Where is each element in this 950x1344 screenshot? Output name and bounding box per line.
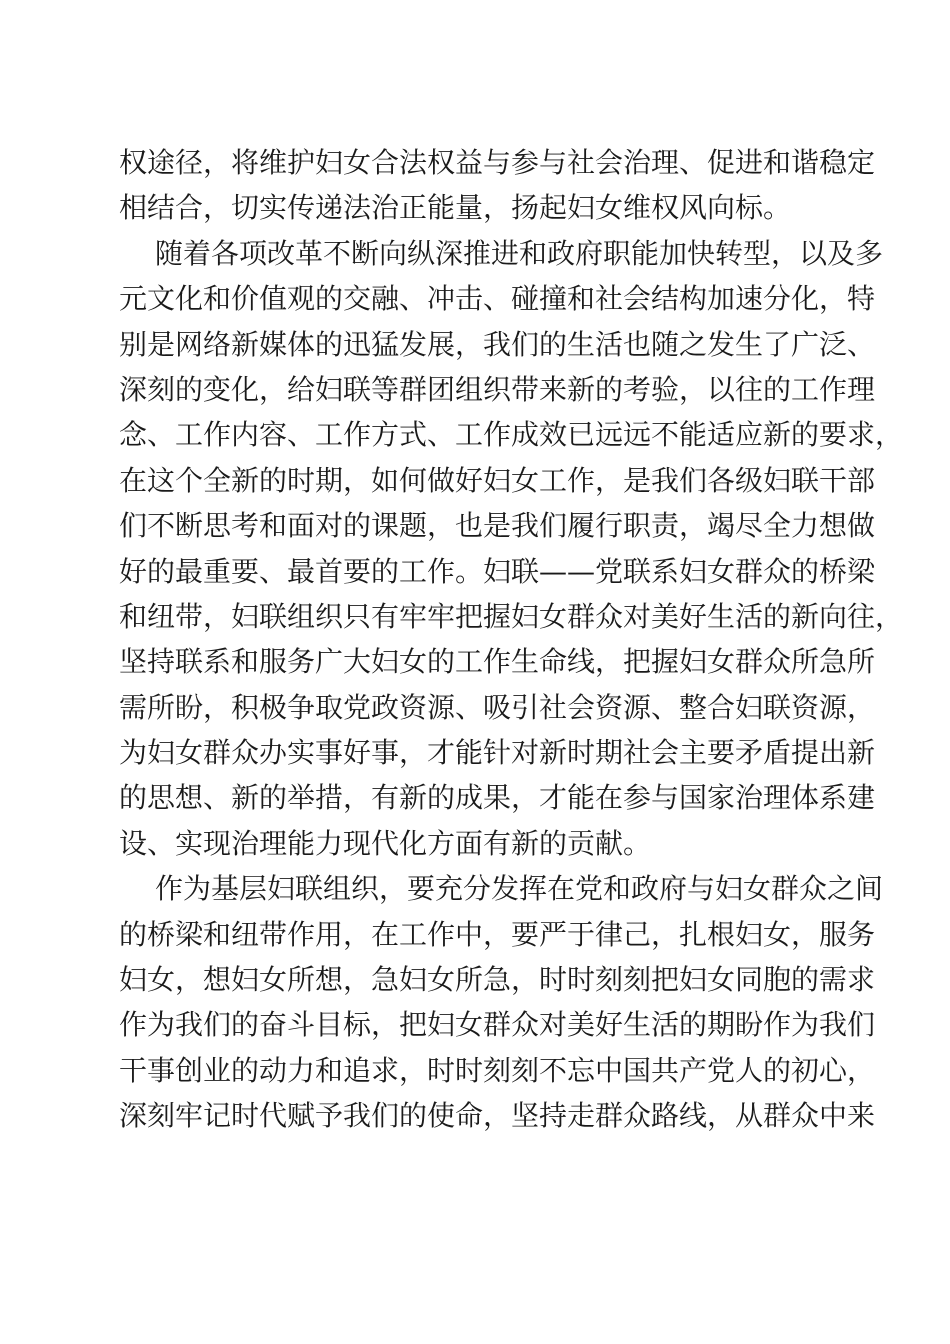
text-line: 念、工作内容、工作方式、工作成效已远远不能适应新的要求， bbox=[119, 418, 904, 452]
text-line: 好的最重要、最首要的工作。妇联——党联系妇女群众的桥梁 bbox=[119, 554, 876, 588]
text-line: 作为我们的奋斗目标，把妇女群众对美好生活的期盼作为我们 bbox=[119, 1008, 876, 1042]
text-line: 元文化和价值观的交融、冲击、碰撞和社会结构加速分化，特 bbox=[119, 282, 876, 316]
text-line: 的思想、新的举措，有新的成果，才能在参与国家治理体系建 bbox=[119, 781, 876, 815]
text-line: 设、实现治理能力现代化方面有新的贡献。 bbox=[119, 826, 652, 860]
text-line: 权途径，将维护妇女合法权益与参与社会治理、促进和谐稳定 bbox=[119, 146, 876, 179]
text-line: 坚持联系和服务广大妇女的工作生命线，把握妇女群众所急所 bbox=[119, 645, 876, 679]
text-line: 妇女，想妇女所想，急妇女所急，时时刻刻把妇女同胞的需求 bbox=[119, 963, 876, 997]
text-line: 的桥梁和纽带作用，在工作中，要严于律己，扎根妇女，服务 bbox=[119, 917, 876, 951]
text-line: 作为基层妇联组织，要充分发挥在党和政府与妇女群众之间 bbox=[155, 872, 884, 906]
body-text bbox=[119, 140, 904, 1139]
text-line: 别是网络新媒体的迅猛发展，我们的生活也随之发生了广泛、 bbox=[119, 327, 876, 361]
text-line: 需所盼，积极争取党政资源、吸引社会资源、整合妇联资源， bbox=[119, 690, 876, 724]
text-line: 相结合，切实传递法治正能量，扬起妇女维权风向标。 bbox=[119, 191, 792, 225]
text-line: 为妇女群众办实事好事，才能针对新时期社会主要矛盾提出新 bbox=[119, 736, 876, 770]
text-line: 深刻的变化，给妇联等群团组织带来新的考验，以往的工作理 bbox=[119, 372, 876, 406]
text-line: 随着各项改革不断向纵深推进和政府职能加快转型，以及多 bbox=[155, 236, 884, 270]
text-line: 们不断思考和面对的课题，也是我们履行职责，竭尽全力想做 bbox=[119, 509, 876, 543]
text-line: 在这个全新的时期，如何做好妇女工作，是我们各级妇联干部 bbox=[119, 463, 876, 497]
text-line: 深刻牢记时代赋予我们的使命，坚持走群众路线，从群众中来 bbox=[119, 1099, 876, 1133]
text-line: 和纽带，妇联组织只有牢牢把握妇女群众对美好生活的新向往， bbox=[119, 599, 904, 633]
text-line: 干事创业的动力和追求，时时刻刻不忘中国共产党人的初心， bbox=[119, 1053, 876, 1087]
